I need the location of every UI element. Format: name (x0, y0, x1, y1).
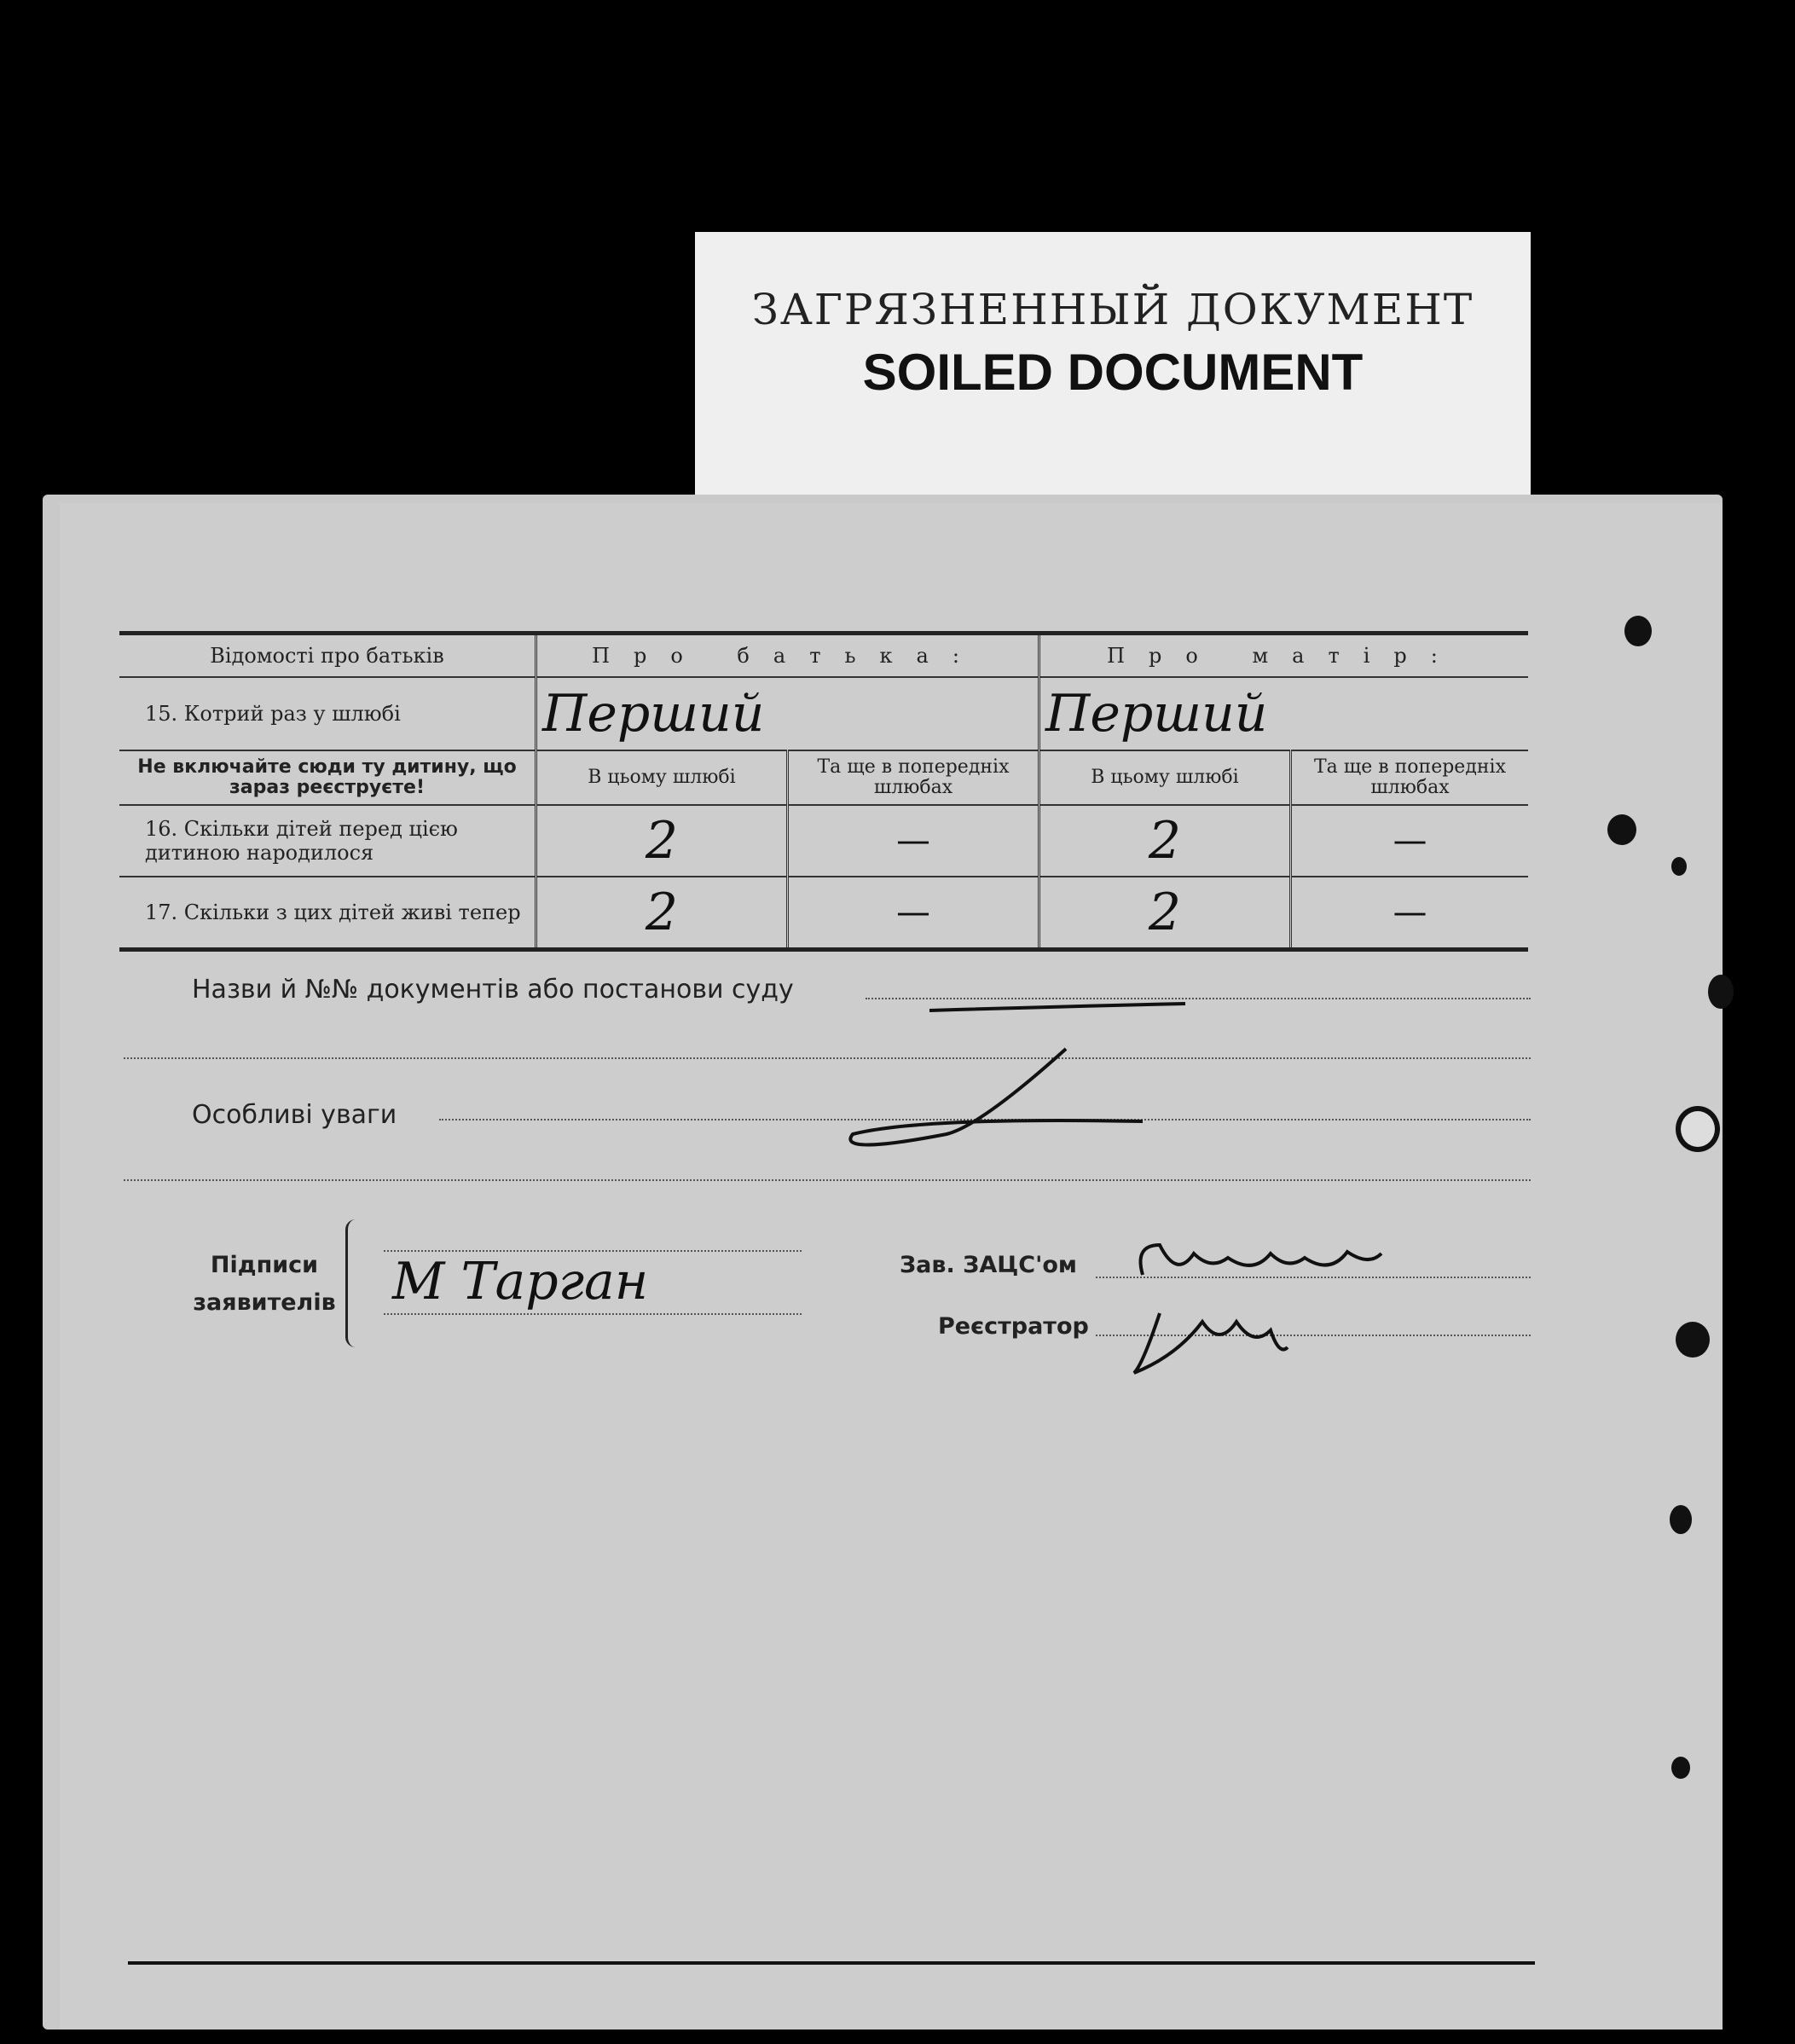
mother-this-marriage-header: В цьому шлюбі (1039, 750, 1291, 805)
row16-mother-previous: — (1291, 805, 1529, 877)
header-mother: Про матір: (1039, 634, 1529, 678)
note-text: Не включайте сюди ту дитину, що зараз реєструєте! (137, 756, 517, 798)
applicant-line-2 (384, 1313, 802, 1315)
row17-father-previous: — (788, 877, 1039, 950)
applicants-label: Підписи заявителів (193, 1252, 336, 1316)
row17-label: 17. Скільки з цих дітей живі тепер (145, 900, 521, 924)
row17-father-this: 2 (536, 877, 788, 950)
mother-previous-header: Та ще в попередніх шлюбах (1291, 750, 1529, 805)
father-previous-header: Та ще в попередніх шлюбах (788, 750, 1039, 805)
row16-father-previous: — (788, 805, 1039, 877)
father-this-marriage-header: В цьому шлюбі (536, 750, 788, 805)
header-parents-info: Відомості про батьків (210, 644, 444, 668)
row17-mother-this: 2 (1039, 877, 1291, 950)
head-of-registry-label: Зав. ЗАЦС'ом (900, 1252, 1077, 1278)
bottom-rule (128, 1961, 1535, 1965)
row17-mother-previous: — (1291, 877, 1529, 950)
row16-father-this: 2 (536, 805, 788, 877)
row15-mother-value: Перший (1039, 677, 1529, 750)
header-father: Про батька: (536, 634, 1039, 678)
applicant-signature: М Тарган (392, 1252, 649, 1312)
row16-label: 16. Скільки дітей перед цією дитиною народилося (145, 817, 458, 865)
label-english-text: SOILED DOCUMENT (862, 344, 1364, 401)
remarks-label: Особливі уваги (192, 1100, 397, 1130)
row15-label: 15. Котрий раз у шлюбі (145, 702, 401, 726)
signature-bracket (345, 1219, 365, 1347)
row15-father-value: Перший (536, 677, 1039, 750)
row16-mother-this: 2 (1039, 805, 1291, 877)
documents-label: Назви й №№ документів або постанови суду (192, 975, 794, 1005)
official-signatures (1126, 1228, 1416, 1390)
registrar-label: Реєстратор (938, 1313, 1089, 1340)
label-russian-text: ЗАГРЯЗНЕННЫЙ ДОКУМЕНТ (751, 285, 1474, 334)
